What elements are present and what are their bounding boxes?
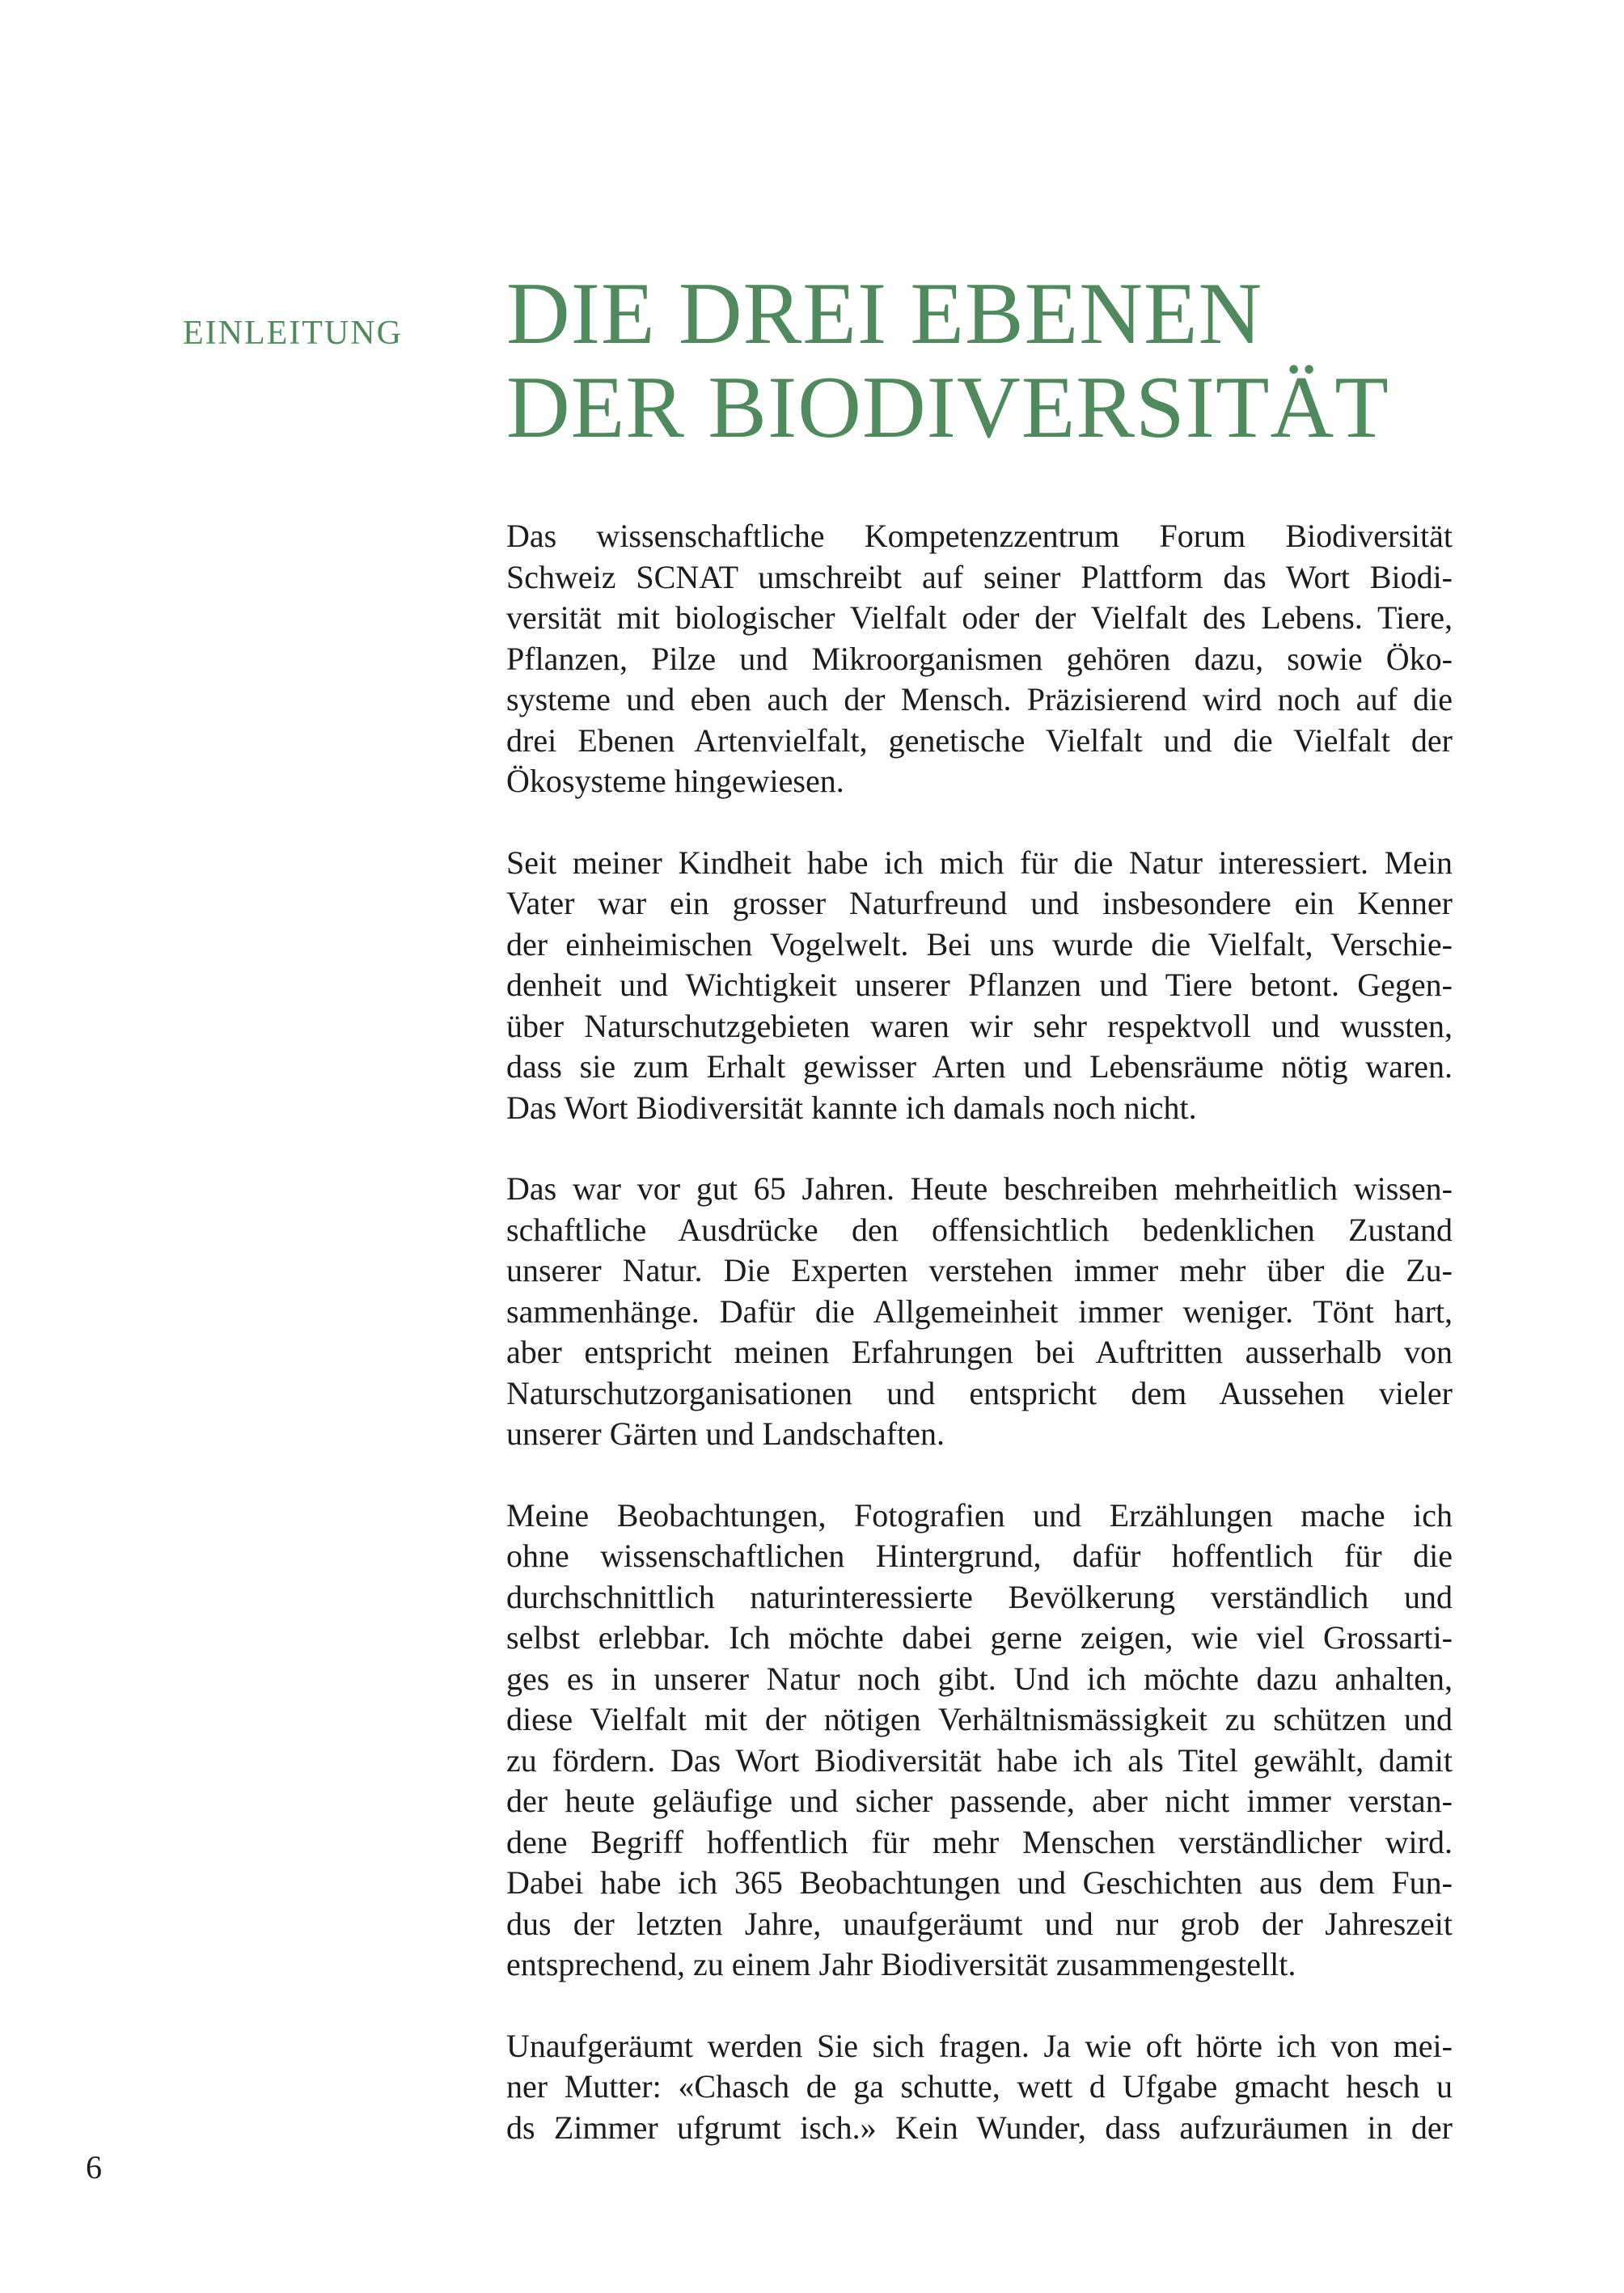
- body-line: schaftliche Ausdrücke den offensichtlich bedenklichen Zustand: [506, 1211, 1453, 1248]
- body-paragraph: [506, 2026, 1453, 2149]
- body-line: ner Mutter: «Chasch de ga schutte, wett d Ufgabe gmacht hesch u: [506, 2068, 1453, 2105]
- body-line: aber entspricht meinen Erfahrungen bei Auftritten ausserhalb von: [506, 1334, 1453, 1370]
- body-line: durchschnittlich naturinteressierte Bevölkerung verständlich und: [506, 1578, 1453, 1615]
- section-label: EINLEITUNG: [183, 315, 403, 352]
- page-title: [506, 264, 1558, 456]
- body-line: Pflanzen, Pilze und Mikroorganismen gehören dazu, sowie Öko-: [506, 640, 1453, 677]
- body-line: diese Vielfalt mit der nötigen Verhältnismässigkeit zu schützen und: [506, 1701, 1453, 1737]
- body-paragraph: [506, 516, 1453, 802]
- body-text: [506, 516, 1453, 2189]
- body-line: Dabei habe ich 365 Beobachtungen und Geschichten aus dem Fun-: [506, 1864, 1453, 1901]
- body-line: selbst erlebbar. Ich möchte dabei gerne zeigen, wie viel Grossarti-: [506, 1619, 1453, 1656]
- body-line: denheit und Wichtigkeit unserer Pflanzen und Tiere betont. Gegen-: [506, 967, 1453, 1003]
- body-line: Naturschutzorganisationen und entspricht dem Aussehen vieler: [506, 1374, 1453, 1411]
- body-line: sammenhänge. Dafür die Allgemeinheit immer weniger. Tönt hart,: [506, 1292, 1453, 1330]
- body-line: ohne wissenschaftlichen Hintergrund, dafür hoffentlich für die: [506, 1538, 1453, 1574]
- body-line: ges es in unserer Natur noch gibt. Und ich möchte dazu anhalten,: [506, 1660, 1453, 1697]
- page-number: 6: [86, 2149, 102, 2185]
- body-paragraph: [506, 843, 1453, 1129]
- body-line: dus der letzten Jahre, unaufgeräumt und nur grob der Jahreszeit: [506, 1905, 1453, 1942]
- page-title-line: DIE DREI EBENEN: [506, 264, 1263, 362]
- body-line: über Naturschutzgebieten waren wir sehr respektvoll und wussten,: [506, 1007, 1453, 1044]
- body-paragraph: [506, 1169, 1453, 1455]
- body-line: Schweiz SCNAT umschreibt auf seiner Plattform das Wort Biodi-: [506, 558, 1453, 595]
- body-line: dass sie zum Erhalt gewisser Arten und Lebensräume nötig waren.: [506, 1048, 1453, 1085]
- body-line: ds Zimmer ufgrumt isch.» Kein Wunder, dass aufzuräumen in der: [506, 2109, 1453, 2146]
- body-line: versität mit biologischer Vielfalt oder der Vielfalt des Lebens. Tiere,: [506, 599, 1453, 636]
- body-line: systeme und eben auch der Mensch. Präzisierend wird noch auf die: [506, 681, 1453, 717]
- page-title-line: DER BIODIVERSITÄT: [506, 358, 1389, 456]
- body-line: Das wissenschaftliche Kompetenzzentrum Forum Biodiversität: [506, 518, 1453, 554]
- body-line: dene Begriff hoffentlich für mehr Menschen verständlicher wird.: [506, 1823, 1453, 1860]
- body-line: entsprechend, zu einem Jahr Biodiversität zusammengestellt.: [506, 1946, 1296, 1982]
- body-line: drei Ebenen Artenvielfalt, genetische Vielfalt und die Vielfalt der: [506, 721, 1453, 759]
- body-line: Ökosysteme hingewiesen.: [506, 763, 844, 799]
- body-line: zu fördern. Das Wort Biodiversität habe ich als Titel gewählt, damit: [506, 1741, 1453, 1779]
- body-line: Vater war ein grosser Naturfreund und insbesondere ein Kenner: [506, 885, 1453, 921]
- body-line: Das war vor gut 65 Jahren. Heute beschreiben mehrheitlich wissen-: [506, 1170, 1453, 1207]
- body-line: Das Wort Biodiversität kannte ich damals noch nicht.: [506, 1089, 1197, 1126]
- body-line: der heute geläufige und sicher passende, aber nicht immer verstan-: [506, 1783, 1453, 1819]
- body-line: Unaufgeräumt werden Sie sich fragen. Ja wie oft hörte ich von mei-: [506, 2027, 1453, 2064]
- body-paragraph: [506, 1496, 1453, 1986]
- body-line: Meine Beobachtungen, Fotografien und Erzählungen mache ich: [506, 1496, 1453, 1534]
- body-line: der einheimischen Vogelwelt. Bei uns wurde die Vielfalt, Verschie-: [506, 925, 1453, 962]
- body-line: unserer Gärten und Landschaften.: [506, 1415, 945, 1452]
- body-line: Seit meiner Kindheit habe ich mich für die Natur interessiert. Mein: [506, 844, 1453, 881]
- body-line: unserer Natur. Die Experten verstehen immer mehr über die Zu-: [506, 1252, 1453, 1288]
